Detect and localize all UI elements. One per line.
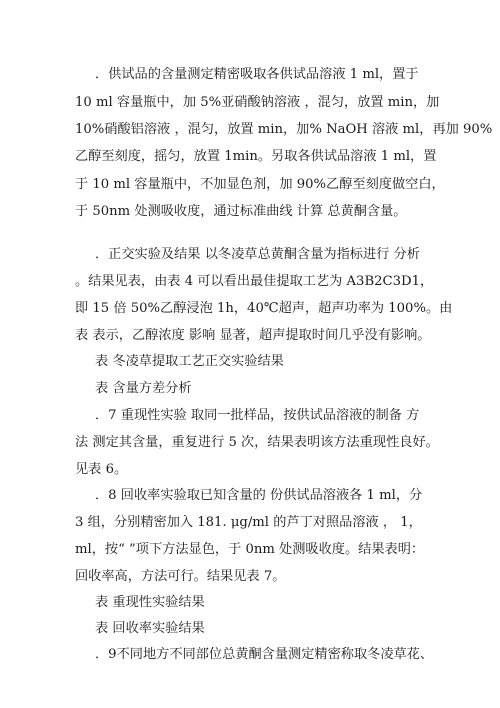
text-line: ．供试品的含量测定精密吸取各供试品溶液 1 ml，置于 [95,67,419,82]
text-line: 。结果见表，由表 4 可以看出最佳提取工艺为 A3B2C3D1， [75,274,434,289]
text-line: ．9不同地方不同部位总黄酮含量测定精密称取冬凌草花、 [95,647,434,662]
text-line: 回收率高，方法可行。结果见表 7。 [75,569,286,584]
text-line: 表 表示，乙醇浓度 影响 显著，超声提取时间几乎没有影响。 [75,328,431,343]
text-line: 3 组，分别精密加入 181. μg/ml 的芦丁对照品溶液 ， 1， [75,515,422,530]
text-line: 即 15 倍 50%乙醇浸泡 1h，40℃超声，超声功率为 100%。由 [75,301,453,316]
table-caption: 表 回收率实验结果 [95,621,205,636]
text-line: ．正交实验及结果 以冬凌草总黄酮含量为指标进行 分析 [95,247,420,262]
text-line: ．8 回收率实验取已知含量的 份供试品溶液各 1 ml，分 [95,488,423,503]
table-caption: 表 重现性实验结果 [95,595,205,610]
text-line: 乙醇至刻度，摇匀，放置 1min。另取各供试品溶液 1 ml，置 [75,149,437,164]
text-line: 法 测定其含量，重复进行 5 次，结果表明该方法重现性良好。 [75,435,439,450]
text-line: 见表 6。 [75,462,128,477]
text-line: 于 10 ml 容量瓶中，不加显色剂，加 90%乙醇至刻度做空白， [75,177,445,192]
table-caption: 表 含量方差分析 [95,381,192,396]
text-line: 10%硝酸铝溶液 ，混匀，放置 min，加% NaOH 溶液 ml，再加 90% [75,122,493,137]
text-line: ml，按“ ”项下方法显色，于 0nm 处测吸收度。结果表明： [75,542,425,557]
table-caption: 表 冬凌草提取工艺正交实验结果 [95,354,284,369]
text-line: ．7 重现性实验 取同一批样品，按供试品溶液的制备 方 [95,408,420,423]
text-line: 于 50nm 处测吸收度，通过标准曲线 计算 总黄酮含量。 [75,204,407,219]
text-line: 10 ml 容量瓶中，加 5%亚硝酸钠溶液 ，混匀，放置 min，加 [75,95,440,110]
